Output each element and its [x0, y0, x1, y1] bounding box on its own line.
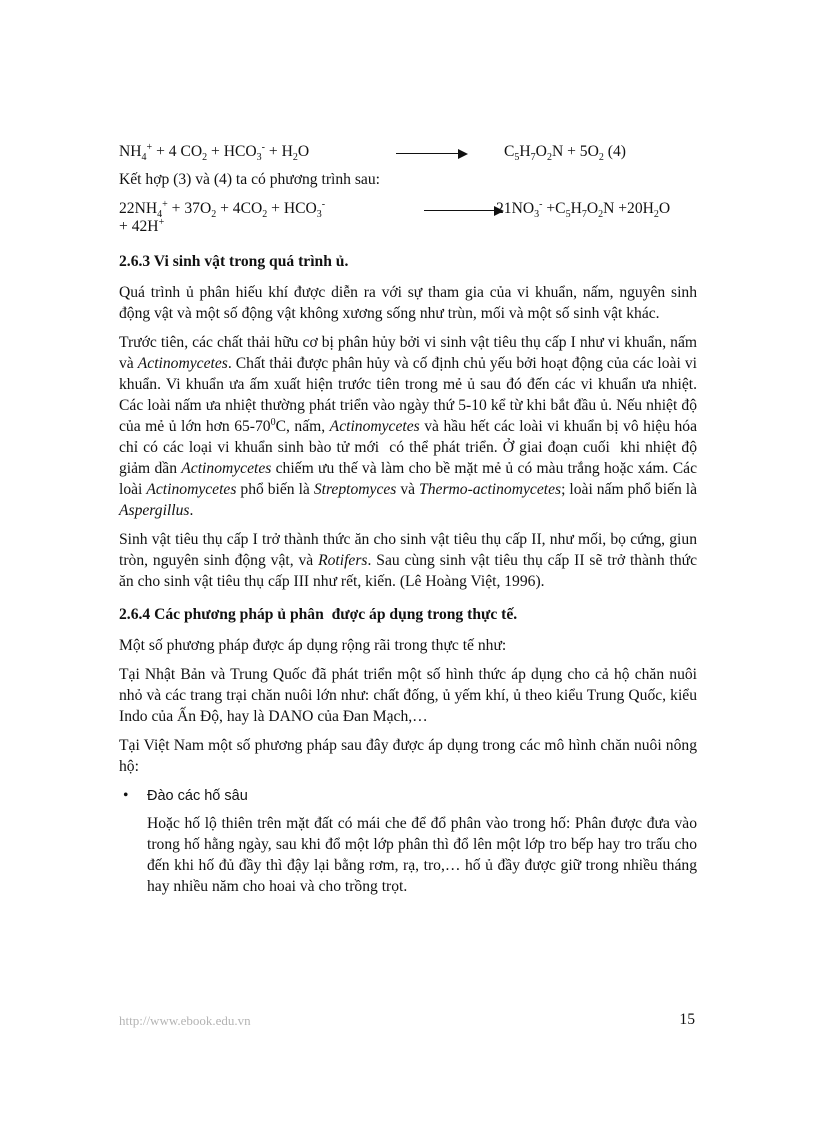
- eq-text: NH: [119, 143, 142, 160]
- italic-term: Thermo-actinomycetes: [419, 481, 562, 498]
- eq-text: O: [658, 200, 671, 217]
- eq-text: H: [570, 200, 582, 217]
- eq-sub: 3: [316, 209, 322, 221]
- italic-term: Streptomyces: [313, 481, 397, 498]
- paragraph: Quá trình ủ phân hiếu khí được diễn ra với sự tham gia của vi khuẩn, nấm, nguyên sinh động vật và một số động vật không xương sống như trùn, mối và một số sinh vật khác.: [119, 284, 697, 322]
- eq-sub: 2: [598, 152, 604, 164]
- eq-sub: 3: [534, 209, 540, 221]
- eq-text: C: [504, 143, 515, 160]
- equation-5-rhs: [496, 198, 670, 219]
- text-run: ; loài nấm phổ biến là: [561, 481, 698, 498]
- equation-5: [119, 198, 697, 220]
- text-run: Trước tiên, các chất thải hữu cơ bị phân hủy bởi vi sinh vật tiêu thụ cấp I như vi khuẩn, nấm và: [119, 334, 697, 372]
- paragraph: Tại Việt Nam một số phương pháp sau đây được áp dụng trong các mô hình chăn nuôi nông hộ:: [119, 737, 697, 775]
- text-run: Sinh vật tiêu thụ cấp I trở thành thức ăn cho sinh vật tiêu thụ cấp II, như mối, bọ cứng, giun tròn, nguyên sinh động vật, và: [119, 531, 697, 569]
- paragraph: Tại Nhật Bản và Trung Quốc đã phát triển một số hình thức áp dụng cho cả hộ chăn nuôi nhỏ và các trang trại chăn nuôi lớn như: chất đống, ủ yếm khí, ủ theo kiểu Trung Quốc, kiểu Indo của Ấn Độ, hay là DANO của Đan Mạch,…: [119, 666, 697, 725]
- footer-url: http://www.ebook.edu.vn: [119, 1013, 251, 1028]
- page-number: 15: [679, 1011, 695, 1028]
- eq-sub: 7: [581, 209, 587, 221]
- equation-5-lhs: [119, 198, 325, 219]
- italic-term: Actinomycetes: [181, 460, 272, 477]
- paragraph: [119, 332, 701, 521]
- eq-sup: +: [158, 216, 165, 228]
- paragraph: Một số phương pháp được áp dụng rộng rãi trong thực tế như:: [119, 637, 507, 654]
- reaction-arrow: [424, 210, 502, 211]
- eq-text: (4): [603, 143, 626, 160]
- eq-sub: 3: [256, 152, 262, 164]
- eq-sub: 2: [546, 152, 552, 164]
- eq-text: 21NO: [496, 200, 535, 217]
- eq-text: H: [519, 143, 531, 160]
- eq-text: 22NH: [119, 200, 158, 217]
- eq-text: N +20H: [603, 200, 654, 217]
- superscript: 0: [270, 416, 276, 428]
- text-run: . Sau cùng sinh vật tiêu thụ cấp II sẽ trở thành thức ăn cho sinh vật tiêu thụ cấp III như rết, kiến. (Lê Hoàng Việt, 1996).: [119, 552, 697, 590]
- section-heading-2-6-3: 2.6.3 Vi sinh vật trong quá trình ủ.: [119, 253, 349, 270]
- eq-sub: 2: [598, 209, 604, 221]
- eq-sup: +: [162, 198, 168, 210]
- page-footer: [119, 1011, 697, 1033]
- equation-4-lhs: [119, 141, 309, 162]
- eq-sub: 2: [292, 152, 298, 164]
- equation-4: [119, 141, 697, 163]
- eq-text: O: [535, 143, 547, 160]
- italic-term: Actinomycetes: [137, 355, 228, 372]
- eq-sub: 4: [157, 209, 163, 221]
- page-content: [119, 141, 701, 905]
- eq-text: + HCO: [267, 200, 317, 217]
- italic-term: Rotifers: [318, 552, 368, 569]
- eq-text: O: [586, 200, 599, 217]
- eq-text: O: [297, 143, 310, 160]
- eq-sub: 2: [653, 209, 659, 221]
- eq-sup: -: [261, 141, 265, 153]
- text-run: C, nấm,: [275, 418, 330, 435]
- text-run: .: [189, 502, 194, 519]
- bullet-label: Đào các hố sâu: [147, 788, 248, 804]
- section-heading-2-6-4: 2.6.4 Các phương pháp ủ phân được áp dụng trong thực tế.: [119, 606, 518, 623]
- eq-text: + H: [264, 143, 293, 160]
- text-run: . Chất thải được phân hủy và cố định chủ yếu bởi hoạt động của các loài vi khuẩn. Vi khuẩn ưa ấm xuất hiện trước tiên trong mẻ ủ sau đó đến các vi khuẩn ưa nhiệt. Các loài nấm ưa nhiệt thường phát triển vào ngày thứ 5-10 kể từ khi bắt đầu ủ. Nếu nhiệt độ của mẻ ủ lớn hơn 65-70: [119, 355, 697, 435]
- eq-sub: 5: [565, 209, 571, 221]
- paragraph: [119, 529, 697, 592]
- eq-text: + 4CO: [216, 200, 263, 217]
- eq-sub: 2: [262, 209, 268, 221]
- eq-sub: 7: [530, 152, 536, 164]
- text-run: và hầu hết các loài vi khuẩn bị vô hiệu hóa chỉ có các loại vi khuẩn sinh bào tử mới có thể phát triển. Ở giai đoạn cuối khi nhiệt độ giảm dần: [119, 418, 701, 477]
- eq-sub: 5: [514, 152, 520, 164]
- combine-text: Kết hợp (3) và (4) ta có phương trình sau:: [119, 171, 380, 188]
- eq-sup: -: [539, 198, 543, 210]
- eq-text: +C: [542, 200, 566, 217]
- italic-term: Aspergillus: [119, 502, 190, 519]
- equation-4-rhs: [504, 141, 626, 162]
- eq-text: + 4 CO: [152, 143, 203, 160]
- reaction-arrow: [396, 153, 466, 154]
- eq-sup: -: [321, 198, 326, 210]
- eq-sub: 2: [202, 152, 208, 164]
- text-run: chiếm ưu thế và làm cho bề mặt mẻ ủ có màu trắng hoặc xám. Các loài: [119, 460, 697, 498]
- bullet-icon: •: [123, 787, 129, 804]
- eq-sup: +: [146, 141, 153, 153]
- eq-text: + 42H: [119, 218, 159, 235]
- eq-sub: 4: [141, 152, 147, 164]
- bullet-item: [119, 785, 697, 807]
- eq-text: + HCO: [207, 143, 257, 160]
- eq-sub: 2: [211, 209, 217, 221]
- eq-text: + 37O: [167, 200, 212, 217]
- text-run: phổ biến là: [236, 481, 314, 498]
- italic-term: Actinomycetes: [146, 481, 237, 498]
- italic-term: Actinomycetes: [329, 418, 420, 435]
- text-run: và: [396, 481, 420, 498]
- eq-text: N + 5O: [551, 143, 599, 160]
- bullet-paragraph: Hoặc hố lộ thiên trên mặt đất có mái che để đổ phân vào trong hố: Phân được đưa vào trong hố hằng ngày, sau khi đổ một lớp phân thì đổ lên một lớp tro bếp hay tro trấu cho đến khi hố đủ đầy thì đậy lại bằng rơm, rạ, tro,… hố ủ đầy được giữ trong nhiều tháng hay nhiều năm cho hoai và cho trồng trọt.: [147, 815, 697, 895]
